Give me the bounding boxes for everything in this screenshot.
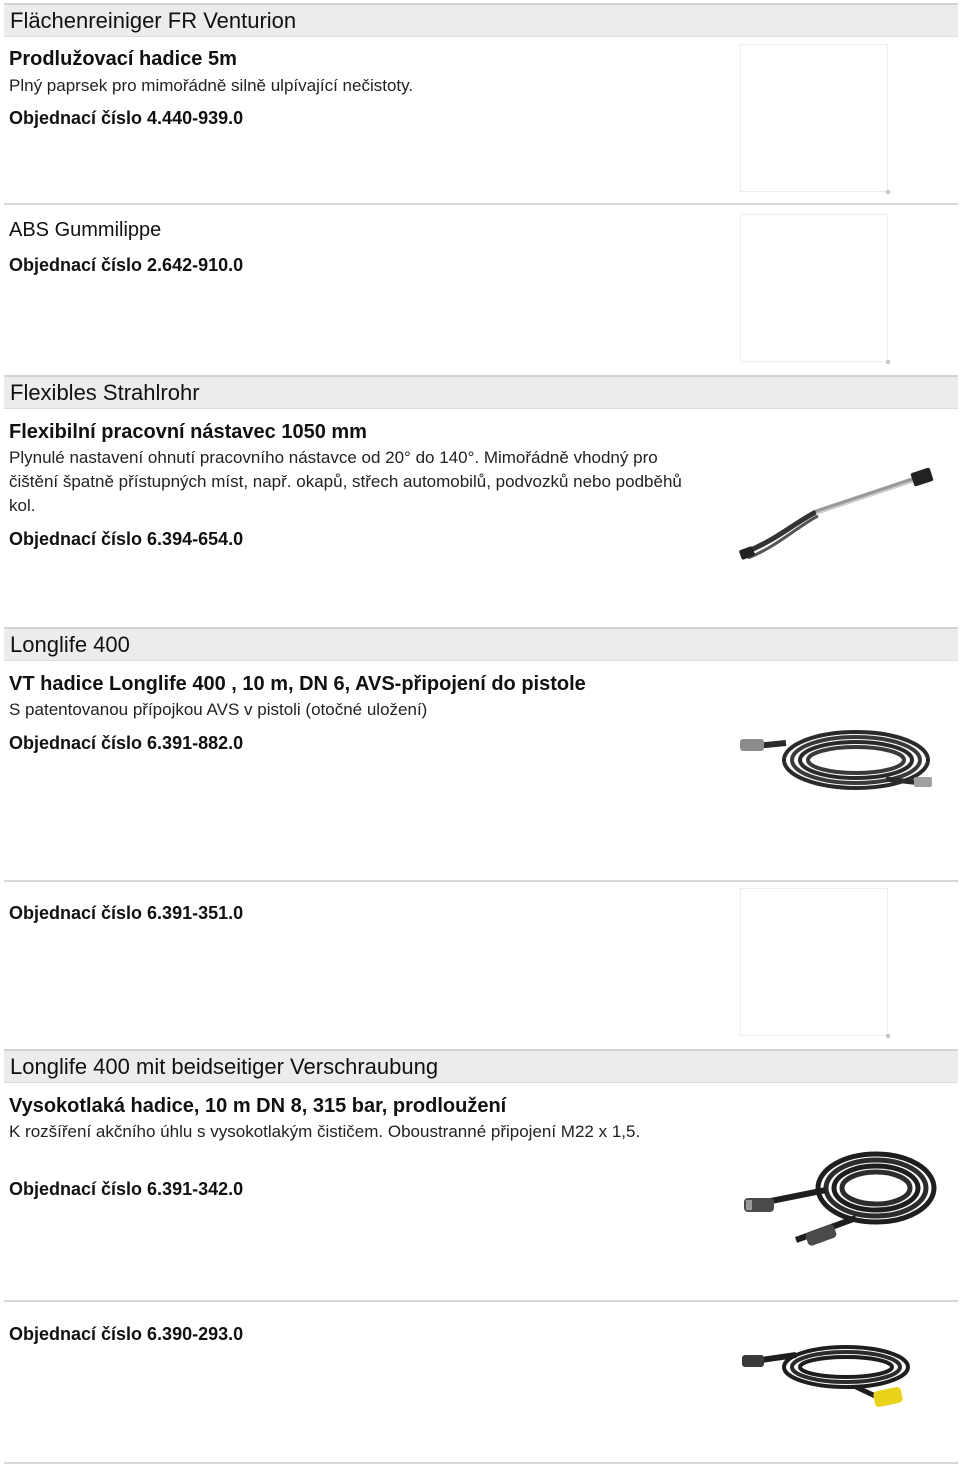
section-header-longlife-400: Longlife 400 xyxy=(4,627,958,661)
item-title: Prodlužovací hadice 5m xyxy=(9,48,237,70)
divider xyxy=(4,1300,958,1302)
item-title: Vysokotlaká hadice, 10 m DN 8, 315 bar, prodloužení xyxy=(9,1095,507,1117)
order-number: Objednací číslo 2.642-910.0 xyxy=(9,255,244,275)
coiled-hose-photo xyxy=(736,715,940,805)
placeholder-image xyxy=(740,44,888,192)
placeholder-image xyxy=(740,214,888,362)
order-number: Objednací číslo 6.394-654.0 xyxy=(9,529,244,549)
spray-lance-photo xyxy=(736,460,936,565)
order-number: Objednací číslo 6.391-342.0 xyxy=(9,1179,244,1199)
item-description: S patentovanou přípojkou AVS v pistoli (otočné uložení) xyxy=(9,700,428,719)
item-title: VT hadice Longlife 400 , 10 m, DN 6, AVS-připojení do pistole xyxy=(9,673,586,695)
item-description: Plynulé nastavení ohnutí pracovního nástavce od 20° do 140°. Mimořádně vhodný pro čištění špatně přístupných míst, např. okapů, střech automobilů, podvozků nebo podběhů kol. xyxy=(9,448,682,515)
item-title: Flexibilní pracovní nástavec 1050 mm xyxy=(9,421,367,443)
section-header-longlife-400-verschraubung: Longlife 400 mit beidseitiger Verschraubung xyxy=(4,1049,958,1083)
order-number: Objednací číslo 6.391-882.0 xyxy=(9,733,244,753)
placeholder-image xyxy=(740,888,888,1036)
order-number: Objednací číslo 4.440-939.0 xyxy=(9,108,244,128)
divider xyxy=(4,880,958,882)
order-number: Objednací číslo 6.390-293.0 xyxy=(9,1324,244,1344)
section-header-flexibles-strahlrohr: Flexibles Strahlrohr xyxy=(4,375,958,409)
black-hose-photo xyxy=(736,1140,946,1255)
item-title: ABS Gummilippe xyxy=(9,219,162,241)
item-description: Plný paprsek pro mimořádně silně ulpívající nečistoty. xyxy=(9,76,414,95)
order-number: Objednací číslo 6.391-351.0 xyxy=(9,903,244,923)
divider xyxy=(4,1462,958,1464)
divider xyxy=(4,203,958,205)
yellow-fitting-hose-photo xyxy=(736,1325,946,1420)
section-header-fr-venturion: Flächenreiniger FR Venturion xyxy=(4,3,958,37)
item-description: K rozšíření akčního úhlu s vysokotlakým čističem. Oboustranné připojení M22 x 1,5. xyxy=(9,1122,641,1141)
